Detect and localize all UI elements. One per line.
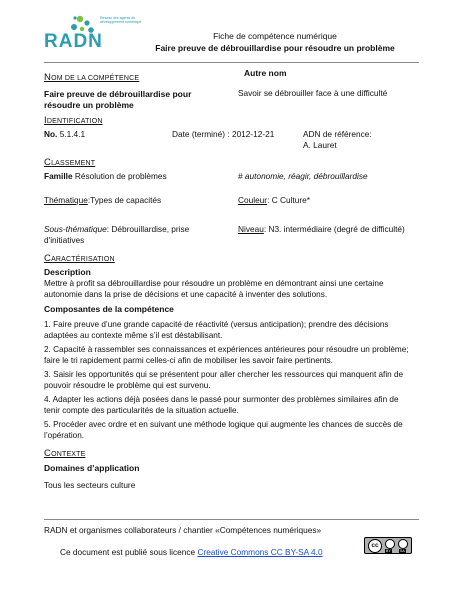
autre-nom-value: Savoir se débrouiller face à une difficulté [238, 88, 388, 98]
classement-tags: # autonomie, réagir, débrouillardise [238, 171, 368, 181]
by-icon [385, 539, 395, 549]
header-line1: Fiche de compétence numérique [213, 31, 337, 41]
section-heading-caracterisation: CARACTÉRISATION [44, 253, 115, 264]
license-link[interactable]: Creative Commons CC BY-SA 4.0 [197, 547, 323, 557]
logo-tagline: Réseau des agents de développement numérique [100, 16, 142, 24]
section-heading-nom: NOM DE LA COMPÉTENCE [44, 72, 140, 83]
classement-thematique: Thématique:Types de capacités [44, 195, 162, 205]
composante-item-4: 4. Adapter les actions déjà posées dans le passé pour surmonter des problèmes similaires afin de tenir compte des particularités de la situation actuelle. [44, 395, 399, 415]
description-title: Description [44, 267, 91, 277]
classement-sous-thematique: Sous-thématique: Débrouillardise, prise d'initiatives [44, 224, 190, 245]
classement-couleur: Couleur: C Culture* [238, 195, 310, 205]
composantes-title: Composantes de la compétence [44, 304, 174, 314]
composante-item-1: 1. Faire preuve d’une grande capacité de réactivité (versus anticipation); prendre des décisions adaptées au contexte même s’il est déstabilisant. [44, 320, 389, 340]
by-label: BY [386, 549, 391, 553]
header-rule [44, 62, 419, 63]
classement-famille: Famille Résolution de problèmes [44, 171, 167, 181]
section-heading-identification: IDENTIFICATION [44, 115, 103, 126]
footer-license: Ce document est publié sous licence Creative Commons CC BY-SA 4.0 [60, 547, 323, 557]
identification-date: Date (terminé) : 2012-12-21 [172, 129, 275, 139]
domaines-text: Tous les secteurs culture [44, 480, 136, 490]
competence-title: Faire preuve de débrouillardise pour résoudre un problème [44, 89, 192, 110]
identification-adn: ADN de référence: A. Lauret [303, 129, 372, 150]
composante-item-3: 3. Saisir les opportunités qui se présentent pour aller chercher les ressources qui manquent afin de pouvoir résoudre le problème qui est survenu. [44, 370, 404, 390]
sa-label: SA [400, 549, 405, 553]
section-heading-classement: CLASSEMENT [44, 157, 96, 168]
footer-rule [44, 519, 419, 520]
cc-logo-icon: cc [368, 539, 382, 553]
logo-name: RADN [44, 31, 103, 52]
composante-item-5: 5. Procéder avec ordre et en suivant une méthode logique qui augmente les chances de succès de l’opération. [44, 420, 403, 440]
composante-item-2: 2. Capacité à rassembler ses connaissances et expériences antérieures pour résoudre un problème; faire le tri rapidement parmi celles-ci afin de mobiliser les savoir faire pertinents. [44, 345, 409, 365]
header-line2: Faire preuve de débrouillardise pour résoudre un problème [155, 43, 395, 53]
autre-nom-label: Autre nom [244, 68, 287, 78]
domaines-title: Domaines d’application [44, 463, 140, 473]
section-heading-contexte: CONTEXTE [44, 448, 86, 459]
description-text: Mettre à profit sa débrouillardise pour résoudre un problème en démontrant ainsi une certaine autonomie dans la prise de décisions et une capacité à inventer des solutions. [44, 279, 384, 299]
identification-no: No. 5.1.4.1 [44, 129, 86, 139]
cc-badge[interactable] [364, 537, 412, 554]
classement-niveau: Niveau: N3. intermédiaire (degré de difficulté) [238, 224, 405, 234]
sa-icon [398, 539, 408, 549]
footer-credit: RADN et organismes collaborateurs / chantier «Compétences numériques» [44, 525, 322, 535]
